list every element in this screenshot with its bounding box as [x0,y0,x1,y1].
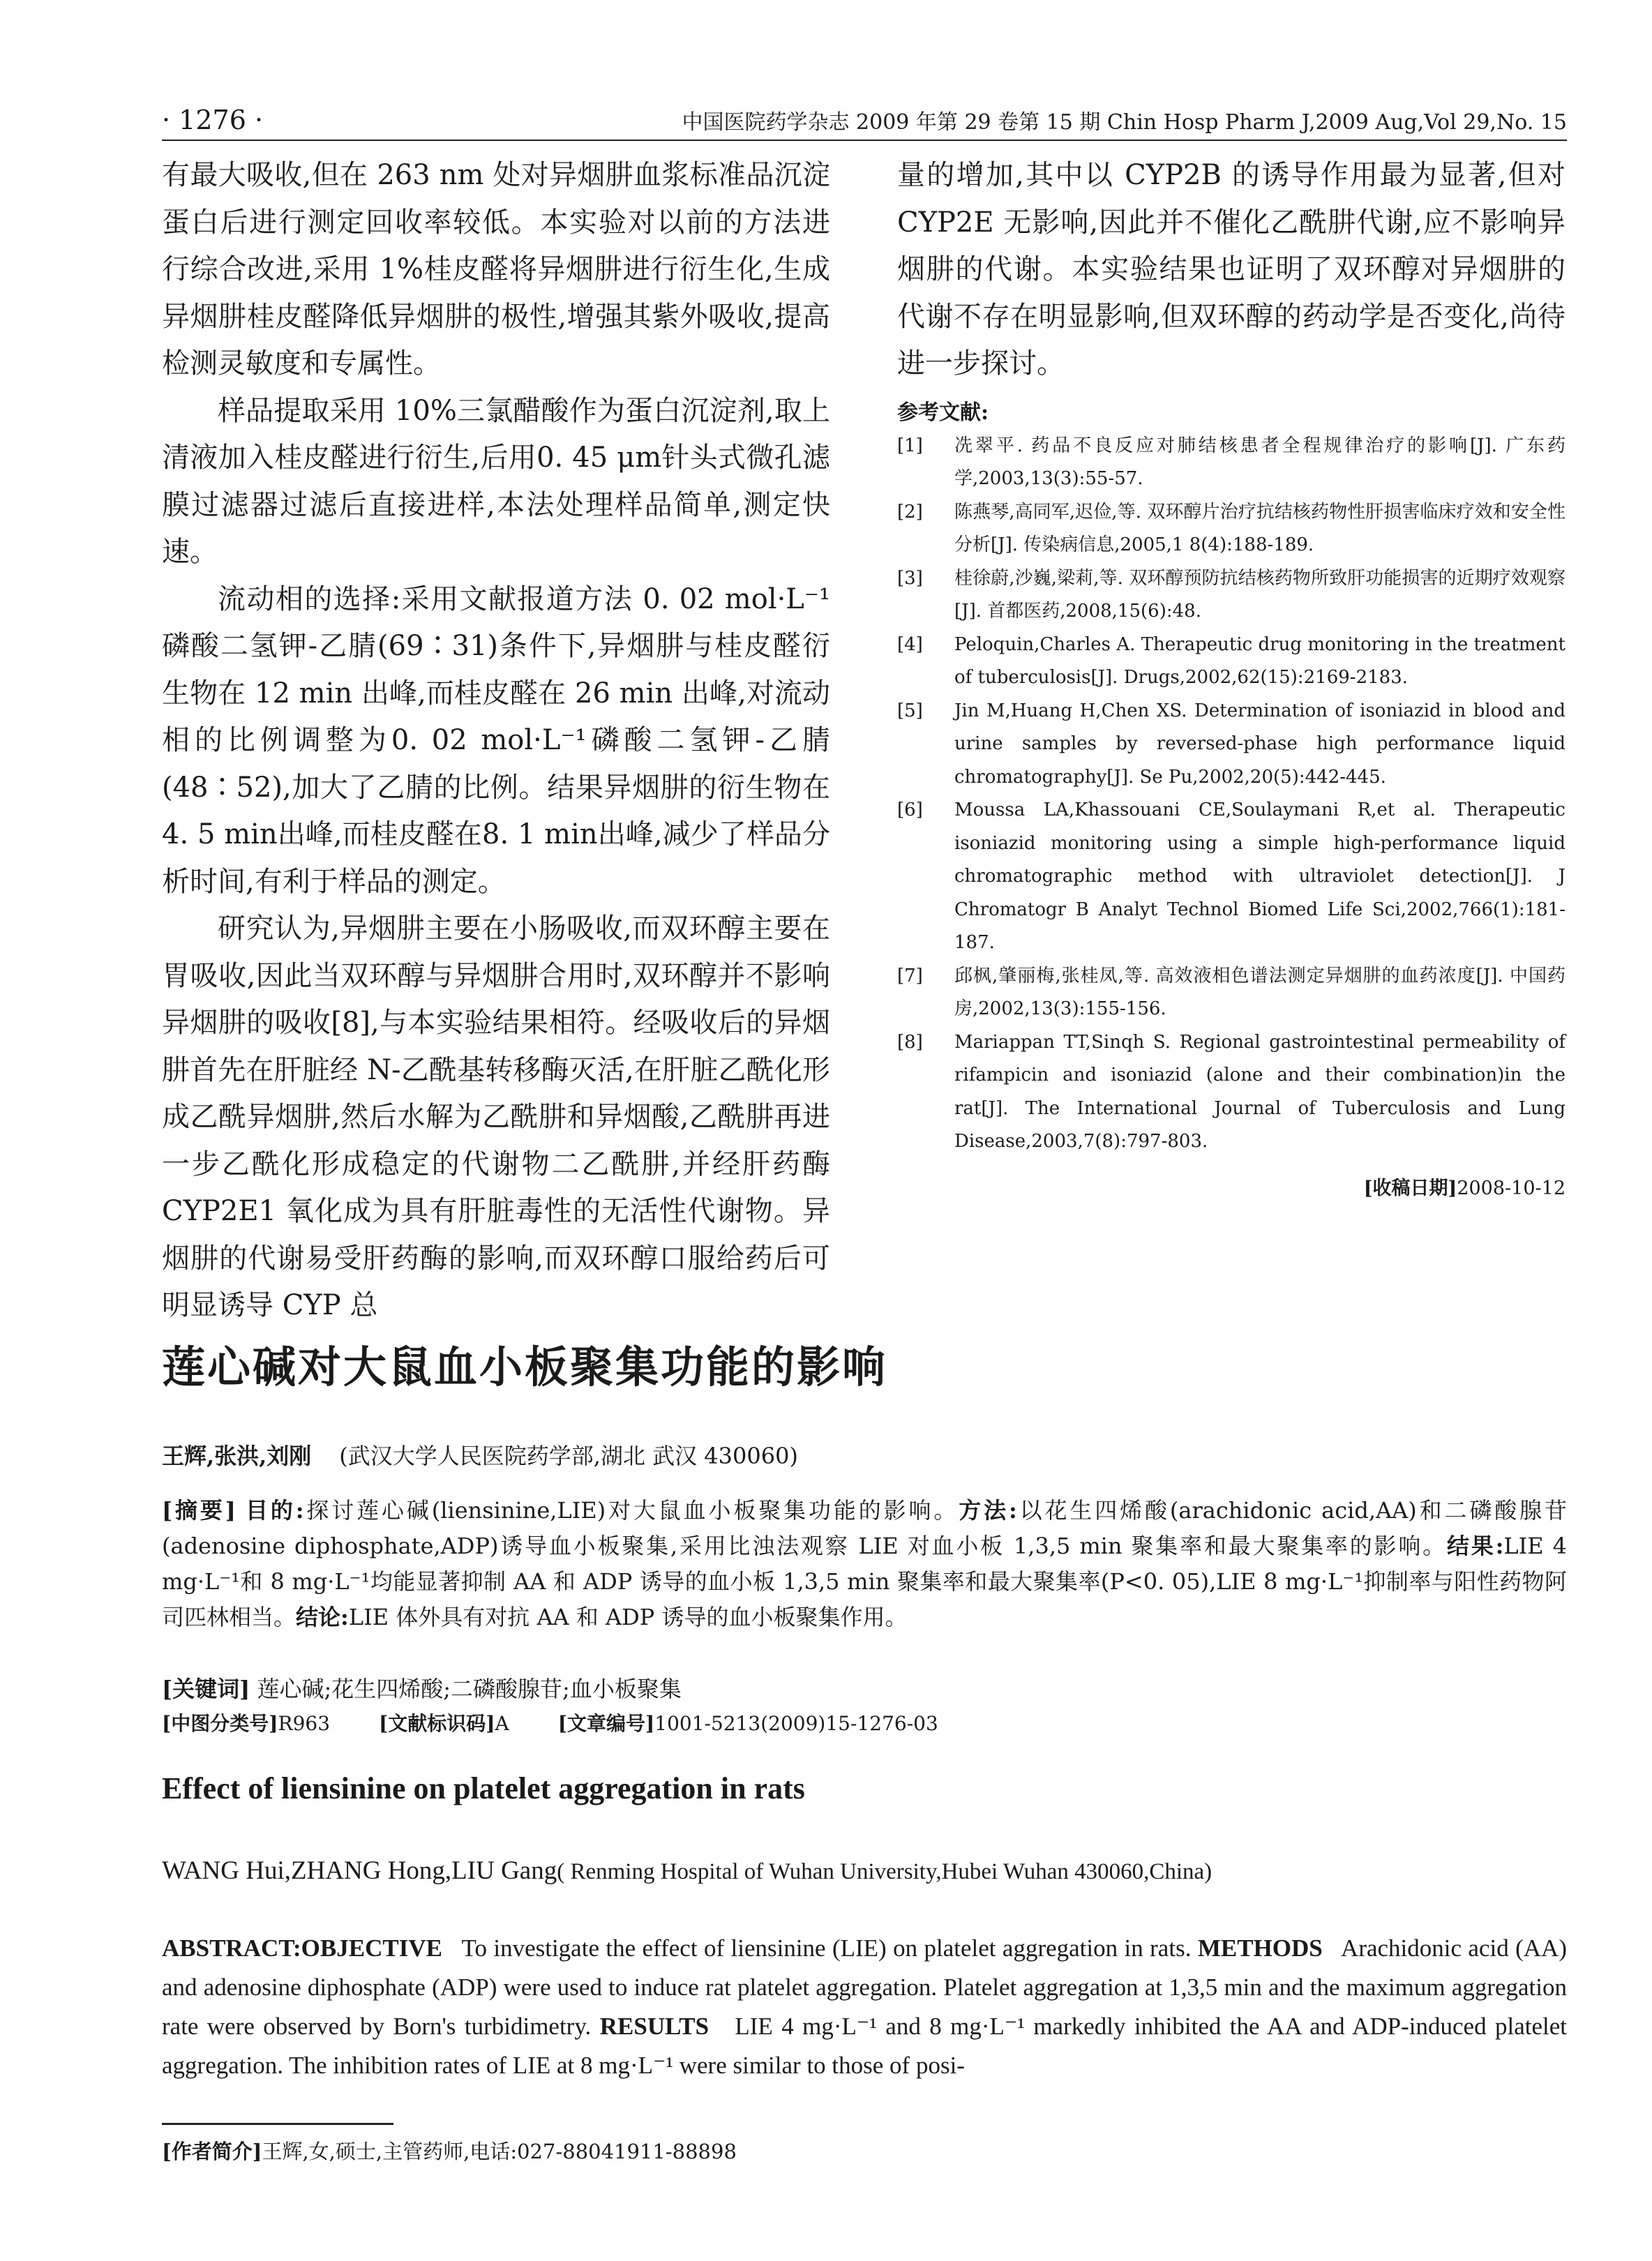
body-paragraph: 有最大吸收,但在 263 nm 处对异烟肼血浆标准品沉淀蛋白后进行测定回收率较低。本实验对以前的方法进行综合改进,采用 1%桂皮醛将异烟肼进行衍生化,生成异烟肼桂皮醛降低异烟肼的极性,增强其紫外吸收,提高检测灵敏度和专属性。 [162,159,830,380]
abstract-en-objective: To investigate the effect of liensinine (LIE) on platelet aggregation in rats. [461,1935,1192,1962]
class-value: R963 [278,1712,331,1735]
keywords-text: 莲心碱;花生四烯酸;二磷酸腺苷;血小板聚集 [257,1676,682,1702]
results-en-text: LIE 4 mg·L⁻¹ and 8 mg·L⁻¹ markedly inhibited the AA and ADP-induced platelet aggregation. The inhibition rates of LIE at 8 mg·L⁻¹ were similar to those of posi- [162,2013,1568,2079]
conclusion-label: 结论: [296,1604,349,1630]
reference-item [897,496,1565,562]
keywords-label: [关键词] [162,1676,250,1702]
reference-number: [6] [897,799,923,820]
methods-en-text: Arachidonic acid (AA) and adenosine diphosphate (ADP) were used to induce rat platelet aggregation. Platelet aggregation at 1,3,5 min and the maximum aggregation rate were observed by Born's turbidimetry. [162,1935,1567,2040]
conclusion-text: LIE 体外具有对抗 AA 和 ADP 诱导的血小板聚集作用。 [348,1604,908,1630]
affiliation-en: ( Renming Hospital of Wuhan University,Hubei Wuhan 430060,China) [557,1859,1212,1884]
result-text: LIE 4 mg·L⁻¹和 8 mg·L⁻¹均能显著抑制 AA 和 ADP 诱导的血小板 1,3,5 min 聚集率和最大聚集率(P<0. 05),LIE 8 mg·L⁻¹抑制率与阳性药物阿司匹林相当。 [162,1533,1567,1630]
reference-number: [1] [897,435,923,456]
reference-text: Peloquin,Charles A. Therapeutic drug monitoring in the treatment of tuberculosis[J]. Drugs,2002,62(15):2169-2183. [954,633,1565,688]
left-column [162,152,830,1330]
author-footnote [162,2136,737,2165]
journal-header: 中国医院药学杂志 2009 年第 29 卷第 15 期 Chin Hosp Pharm J,2009 Aug,Vol 29,No. 15 [682,110,1567,135]
doc-code-value: A [495,1712,509,1735]
body-paragraph: 量的增加,其中以 CYP2B 的诱导作用最为显著,但对 CYP2E 无影响,因此并不催化乙酰肼代谢,应不影响异烟肼的代谢。本实验结果也证明了双环醇对异烟肼的代谢不存在明显影响,但双环醇的药动学是否变化,尚待进一步探讨。 [897,159,1565,380]
reference-text: Mariappan TT,Sinqh S. Regional gastrointestinal permeability of rifampicin and isoniazid (alone and their combination)in the rat[J]. The International Journal of Tuberculosis and Lung Disease,2003,7(8):797-803. [954,1031,1565,1152]
reference-item [897,960,1565,1026]
doc-code-label: [文献标识码] [379,1712,495,1735]
classification-line [162,1708,938,1736]
abstract-en-label: ABSTRACT:OBJECTIVE [162,1935,442,1962]
article-no-value: 1001-5213(2009)15-1276-03 [654,1712,938,1735]
result-label: 结果: [1446,1533,1504,1559]
methods-en-label: METHODS [1197,1935,1323,1962]
reference-text: 邱枫,肇丽梅,张桂凤,等. 高效液相色谱法测定异烟肼的血药浓度[J]. 中国药房,2002,13(3):155-156. [954,965,1565,1019]
reference-text: 冼翠平. 药品不良反应对肺结核患者全程规律治疗的影响[J]. 广东药学,2003,13(3):55-57. [954,435,1565,489]
reference-text: 桂徐蔚,沙巍,梁莉,等. 双环醇预防抗结核药物所致肝功能损害的近期疗效观察[J]. 首都医药,2008,15(6):48. [954,567,1565,622]
right-column [897,152,1565,1200]
reference-item [897,562,1565,629]
body-paragraph: 流动相的选择:采用文献报道方法 0. 02 mol·L⁻¹磷酸二氢钾-乙腈(69∶31)条件下,异烟肼与桂皮醛衍生物在 12 min 出峰,而桂皮醛在 26 min 出峰,对流动相的比例调整为0. 02 mol·L⁻¹磷酸二氢钾-乙腈(48∶52),加大了乙腈的比例。结果异烟肼的衍生物在4. 5 min出峰,而桂皮醛在8. 1 min出峰,减少了样品分析时间,有利于样品的测定。 [162,583,830,898]
objective-text: 探讨莲心碱(liensinine,LIE)对大鼠血小板聚集功能的影响。 [303,1497,959,1524]
reference-number: [4] [897,633,923,655]
reference-item [897,629,1565,695]
authors-line-cn [162,1439,798,1471]
authors-en: WANG Hui,ZHANG Hong,LIU Gang [162,1856,557,1885]
footnote-text: 王辉,女,硕士,主管药师,电话:027-88041911-88898 [262,2140,737,2163]
results-en-label: RESULTS [599,2013,709,2040]
reference-text: Jin M,Huang H,Chen XS. Determination of isoniazid in blood and urine samples by reversed-phase high performance liquid chromatography[J]. Se Pu,2002,20(5):442-445. [954,700,1565,788]
reference-number: [7] [897,965,923,986]
reference-text: 陈燕琴,高同军,迟俭,等. 双环醇片治疗抗结核药物性肝损害临床疗效和安全性分析[J]. 传染病信息,2005,1 8(4):188-189. [954,501,1565,555]
abstract-en [162,1929,1567,2085]
footnote-label: [作者简介] [162,2140,262,2163]
class-label: [中图分类号] [162,1712,278,1735]
reference-number: [5] [897,700,923,721]
footnote-rule [162,2123,393,2125]
header-rule [162,140,1567,141]
keywords-cn [162,1672,682,1704]
method-label: 方法: [959,1497,1017,1524]
reference-number: [2] [897,501,923,523]
article-no-label: [文章编号] [557,1712,655,1735]
affiliation-cn: (武汉大学人民医院药学部,湖北 武汉 430060) [339,1443,798,1469]
body-paragraph: 样品提取采用 10%三氯醋酸作为蛋白沉淀剂,取上清液加入桂皮醛进行衍生,后用0. 45 μm针头式微孔滤膜过滤器过滤后直接进样,本法处理样品简单,测定快速。 [162,394,830,568]
reference-item [897,430,1565,496]
reference-number: [8] [897,1031,923,1053]
authors-cn: 王辉,张洪,刘刚 [162,1443,312,1469]
references-heading: 参考文献: [897,400,989,425]
body-paragraph: 研究认为,异烟肼主要在小肠吸收,而双环醇主要在胃吸收,因此当双环醇与异烟肼合用时,双环醇并不影响异烟肼的吸收[8],与本实验结果相符。经吸收后的异烟肼首先在肝脏经 N-乙酰基转移酶灭活,在肝脏乙酰化形成乙酰异烟肼,然后水解为乙酰肼和异烟酸,乙酰肼再进一步乙酰化形成稳定的代谢物二乙酰肼,并经肝药酶 CYP2E1 氧化成为具有肝脏毒性的无活性代谢物。异烟肼的代谢易受肝药酶的影响,而双环醇口服给药后可明显诱导 CYP 总 [162,912,830,1321]
abstract-cn [162,1493,1567,1635]
abstract-label: [摘要] [162,1497,236,1524]
article-title-cn: 莲心碱对大鼠血小板聚集功能的影响 [162,1342,888,1392]
received-date [897,1173,1565,1200]
method-text: 以花生四烯酸(arachidonic acid,AA)和二磷酸腺苷(adenosine diphosphate,ADP)诱导血小板聚集,采用比浊法观察 LIE 对血小板 1,3,5 min 聚集率和最大聚集率的影响。 [162,1497,1567,1559]
reference-item [897,794,1565,960]
article-title-en: Effect of liensinine on platelet aggregation in rats [162,1771,805,1805]
reference-list [897,430,1565,1159]
received-value: 2008-10-12 [1457,1177,1565,1199]
reference-text: Moussa LA,Khassouani CE,Soulaymani R,et al. Therapeutic isoniazid monitoring using a simple high-performance liquid chromatographic method with ultraviolet detection[J]. J Chromatogr B Analyt Technol Biomed Life Sci,2002,766(1):181-187. [954,799,1565,953]
authors-line-en [162,1856,1212,1886]
objective-label: 目的: [245,1497,304,1524]
page-number: · 1276 · [162,105,264,135]
reference-item [897,695,1565,795]
reference-item [897,1026,1565,1159]
reference-number: [3] [897,567,923,589]
received-label: [收稿日期] [1363,1177,1457,1199]
